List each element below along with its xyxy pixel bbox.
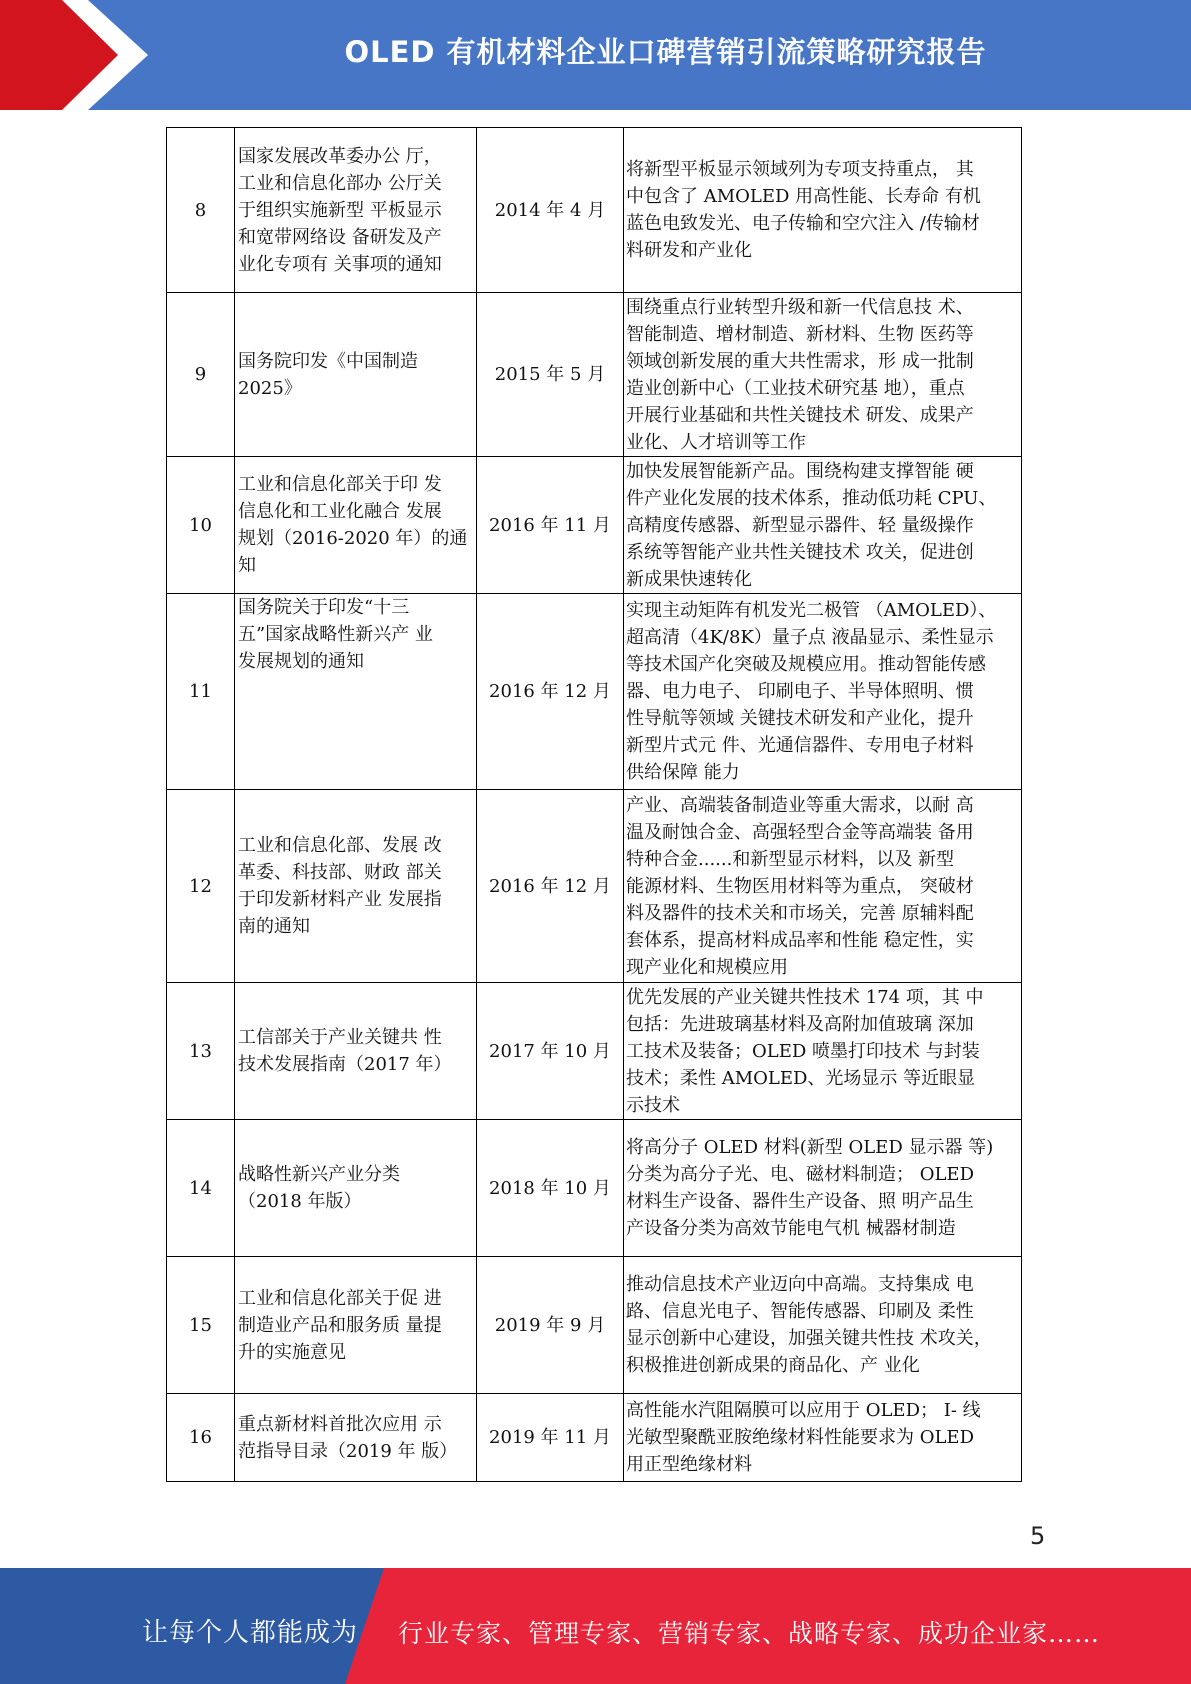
policy-content-line: 套体系，提高材料成品率和性能 稳定性，实 [626, 929, 974, 951]
table-row [167, 293, 1022, 457]
policy-content [624, 790, 1022, 983]
policy-content-line: 产设备分类为高效节能电气机 械器材制造 [626, 1218, 956, 1239]
policy-content-line: 业化、人才培训等工作 [626, 431, 806, 453]
document-title: OLED 有机材料企业口碑营销引流策略研究报告 [344, 35, 987, 69]
policy-name [235, 1257, 477, 1394]
policy-name [235, 790, 477, 983]
policy-content-line: 性导航等领域 关键技术研发和产业化，提升 [626, 708, 974, 729]
policy-content-line: 特种合金......和新型显示材料，以及 新型 [626, 848, 955, 870]
policy-content-line: 材料生产设备、器件生产设备、照 明产品生 [626, 1191, 974, 1212]
policy-name [235, 1120, 477, 1257]
policy-name-line: 战略性新兴产业分类 [238, 1164, 400, 1185]
policy-name [235, 293, 477, 457]
policy-name-line: 国务院印发《中国制造 [238, 350, 418, 372]
policy-content-line: 新型片式元 件、光通信器件、专用电子材料 [626, 735, 974, 756]
issue-date: 2019 年 9 月 [477, 1257, 624, 1394]
policy-content-line: 料及器件的技术关和市场关，完善 原辅料配 [626, 902, 974, 924]
policy-content-line: 现产业化和规模应用 [626, 956, 788, 978]
policy-content-line: 超高清（4K/8K）量子点 液晶显示、柔性显示 [626, 627, 994, 648]
policy-content [624, 128, 1022, 293]
footer-slogan-right: 行业专家、管理专家、营销专家、战略专家、成功企业家…… [398, 1619, 1101, 1648]
issue-date: 2016 年 12 月 [477, 594, 624, 790]
policy-content-line: 加快发展智能新产品。围绕构建支撑智能 硬 [626, 460, 974, 482]
policy-name-line: 工业和信息化部关于印 发 [238, 474, 442, 495]
row-number: 15 [167, 1257, 235, 1394]
policy-name [235, 128, 477, 293]
policy-name-line: 知 [238, 555, 256, 576]
policy-name-line: 制造业产品和服务质 量提 [238, 1314, 442, 1336]
issue-date: 2014 年 4 月 [477, 128, 624, 293]
policy-content [624, 1257, 1022, 1394]
row-number: 13 [167, 983, 235, 1120]
policy-content-line: 推动信息技术产业迈向中高端。支持集成 电 [626, 1274, 974, 1295]
policy-name-line: 范指导目录（2019 年 版） [238, 1440, 458, 1462]
policy-content-line: 示技术 [626, 1094, 680, 1116]
issue-date: 2015 年 5 月 [477, 293, 624, 457]
page-footer [0, 1568, 1191, 1684]
page-header [0, 0, 1191, 110]
policy-content-line: 能源材料、生物医用材料等为重点， 突破材 [626, 875, 974, 897]
policy-name-line: 技术发展指南（2017 年） [238, 1054, 452, 1075]
policy-content-line: 技术；柔性 AMOLED、光场显示 等近眼显 [626, 1067, 976, 1089]
policy-table [166, 127, 1022, 1482]
policy-content [624, 1120, 1022, 1257]
row-number: 12 [167, 790, 235, 983]
policy-name-line: 业化专项有 关事项的通知 [238, 253, 442, 275]
policy-content-line: 显示创新中心建设，加强关键共性技 术攻关， [626, 1328, 992, 1349]
policy-name-line: 重点新材料首批次应用 示 [238, 1413, 442, 1435]
table-row [167, 790, 1022, 983]
policy-content [624, 594, 1022, 790]
policy-name-line: 工信部关于产业关键共 性 [238, 1027, 442, 1048]
policy-content-line: 温及耐蚀合金、高强轻型合金等高端装 备用 [626, 821, 974, 843]
policy-content-line: 分类为高分子光、电、磁材料制造； OLED [626, 1164, 975, 1185]
policy-content [624, 293, 1022, 457]
issue-date: 2017 年 10 月 [477, 983, 624, 1120]
policy-content-line: 领域创新发展的重大共性需求，形 成一批制 [626, 350, 974, 372]
row-number: 14 [167, 1120, 235, 1257]
policy-content [624, 1394, 1022, 1482]
policy-content-line: 积极推进创新成果的商品化、产 业化 [626, 1355, 920, 1376]
policy-content-line: 料研发和产业化 [626, 240, 752, 261]
policy-content-line: 开展行业基础和共性关键技术 研发、成果产 [626, 404, 974, 426]
policy-content-line: 高性能水汽阻隔膜可以应用于 OLED； I- 线 [626, 1400, 981, 1421]
policy-name-line: 规划（2016-2020 年）的通 [238, 528, 468, 549]
issue-date: 2016 年 11 月 [477, 457, 624, 594]
policy-content-line: 路、信息光电子、智能传感器、印刷及 柔性 [626, 1301, 974, 1322]
policy-name-line: 革委、科技部、财政 部关 [238, 862, 442, 883]
page-number: 5 [1030, 1522, 1046, 1550]
policy-name [235, 1394, 477, 1482]
policy-content-line: 光敏型聚酰亚胺绝缘材料性能要求为 OLED [626, 1427, 975, 1448]
footer-slogan-left: 让每个人都能成为 [142, 1618, 359, 1648]
policy-content-line: 件产业化发展的技术体系，推动低功耗 CPU、 [626, 487, 997, 509]
policy-name [235, 457, 477, 594]
policy-content-line: 产业、高端装备制造业等重大需求，以耐 高 [626, 794, 974, 816]
policy-content-line: 智能制造、增材制造、新材料、生物 医药等 [626, 323, 974, 345]
issue-date: 2019 年 11 月 [477, 1394, 624, 1482]
policy-content-line: 围绕重点行业转型升级和新一代信息技 术、 [626, 296, 974, 318]
policy-content-line: 供给保障 能力 [626, 762, 740, 783]
issue-date: 2016 年 12 月 [477, 790, 624, 983]
table-row [167, 1394, 1022, 1482]
policy-name [235, 983, 477, 1120]
policy-name-line: 升的实施意见 [238, 1341, 346, 1363]
row-number: 16 [167, 1394, 235, 1482]
table-row [167, 594, 1022, 790]
policy-content-line: 新成果快速转化 [626, 568, 752, 590]
policy-name-line: 工业和信息化部、发展 改 [238, 835, 442, 856]
policy-name-line: 于印发新材料产业 发展指 [238, 889, 442, 910]
policy-content-line: 造业创新中心（工业技术研究基 地），重点 [626, 377, 965, 399]
policy-content-line: 等技术国产化突破及规模应用。推动智能传感 [626, 654, 986, 675]
policy-name-line: 工业和信息化部关于促 进 [238, 1287, 442, 1309]
policy-name-line: 国家发展改革委办公 厅， [238, 145, 442, 167]
table-row [167, 1257, 1022, 1394]
policy-content-line: 蓝色电致发光、电子传输和空穴注入 /传输材 [626, 213, 980, 234]
policy-content-line: 实现主动矩阵有机发光二极管 （AMOLED）、 [626, 600, 997, 621]
header-arrow-decoration [0, 0, 160, 110]
policy-name-line: 信息化和工业化融合 发展 [238, 501, 442, 522]
table-row [167, 128, 1022, 293]
row-number: 8 [167, 128, 235, 293]
policy-name [235, 594, 477, 790]
policy-content-line: 优先发展的产业关键共性技术 174 项，其 中 [626, 986, 984, 1008]
policy-name-line: 五”国家战略性新兴产 业 [238, 624, 433, 645]
policy-content-line: 系统等智能产业共性关键技术 攻关，促进创 [626, 541, 974, 563]
policy-content-line: 用正型绝缘材料 [626, 1454, 752, 1475]
policy-name-line: 国务院关于印发“十三 [238, 597, 410, 618]
policy-content-line: 将高分子 OLED 材料(新型 OLED 显示器 等) [626, 1137, 994, 1158]
table-row [167, 1120, 1022, 1257]
policy-name-line: 2025》 [238, 377, 302, 399]
row-number: 9 [167, 293, 235, 457]
policy-content-line: 中包含了 AMOLED 用高性能、长寿命 有机 [626, 186, 981, 207]
row-number: 10 [167, 457, 235, 594]
policy-name-line: 发展规划的通知 [238, 651, 364, 672]
table-row [167, 457, 1022, 594]
policy-content-line: 包括：先进玻璃基材料及高附加值玻璃 深加 [626, 1013, 974, 1035]
policy-content-line: 工技术及装备；OLED 喷墨打印技术 与封装 [626, 1040, 980, 1062]
policy-name-line: 南的通知 [238, 916, 310, 937]
table-row [167, 983, 1022, 1120]
policy-content [624, 457, 1022, 594]
policy-content-line: 高精度传感器、新型显示器件、轻 量级操作 [626, 514, 974, 536]
policy-content-line: 将新型平板显示领域列为专项支持重点， 其 [626, 159, 974, 180]
policy-name-line: 工业和信息化部办 公厅关 [238, 172, 442, 194]
policy-content [624, 983, 1022, 1120]
policy-name-line: 于组织实施新型 平板显示 [238, 199, 442, 221]
issue-date: 2018 年 10 月 [477, 1120, 624, 1257]
row-number: 11 [167, 594, 235, 790]
policy-content-line: 器、电力电子、 印刷电子、半导体照明、惯 [626, 681, 974, 702]
policy-name-line: （2018 年版） [238, 1191, 362, 1212]
policy-name-line: 和宽带网络设 备研发及产 [238, 226, 442, 248]
